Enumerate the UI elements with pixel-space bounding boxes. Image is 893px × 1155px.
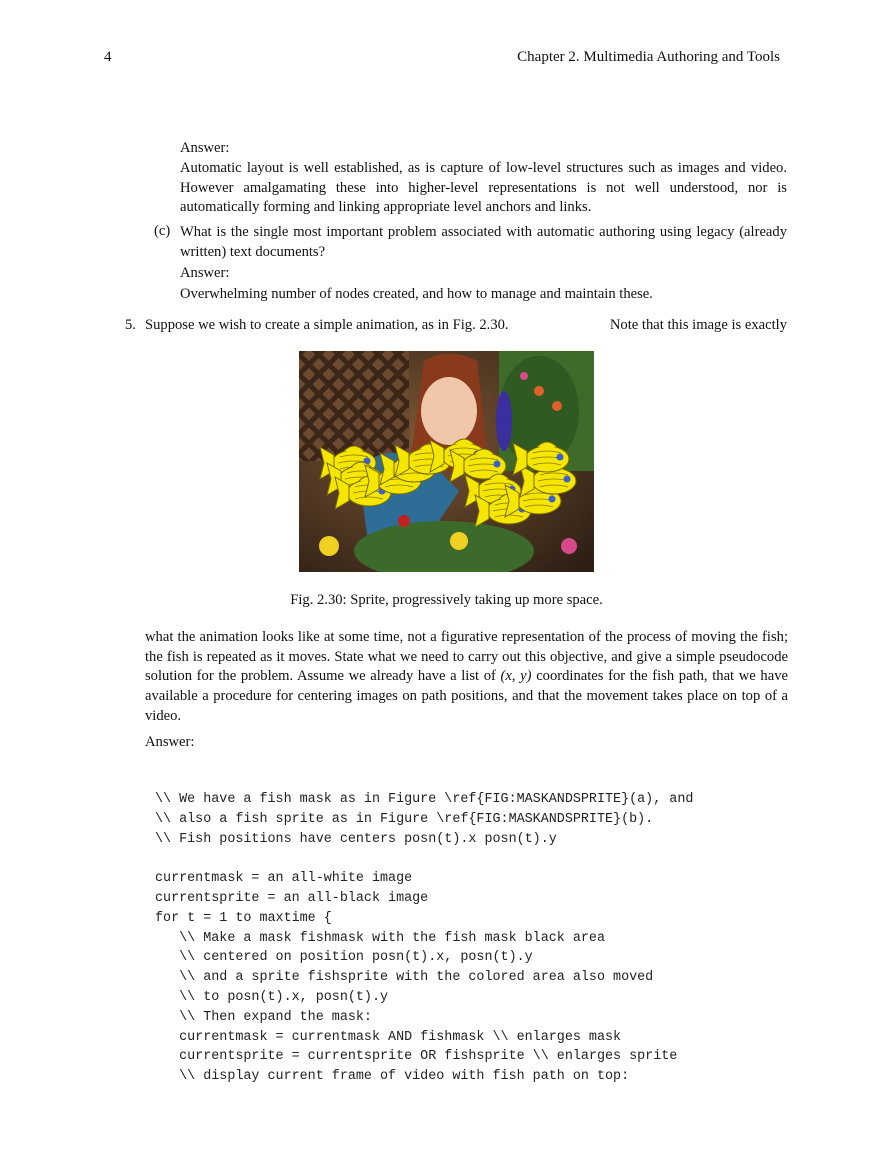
question-5-intro-part2: Note that this image is exactly — [609, 317, 787, 333]
code-line: currentsprite = an all-black image — [155, 890, 429, 906]
code-line: \\ We have a fish mask as in Figure \ref{FIG:MASKANDSPRITE}(a), and — [155, 792, 694, 807]
code-line: \\ display current frame of video with fish path on top: — [155, 1069, 630, 1085]
code-line: \\ also a fish sprite as in Figure \ref{FIG:MASKANDSPRITE}(b). — [155, 811, 654, 827]
question-c-label: (c) — [154, 223, 171, 239]
question-c-text: What is the single most important problem associated with automatic authoring using legacy (already written) text documents? — [180, 224, 787, 260]
page-number: 4 — [104, 49, 112, 65]
code-line — [155, 849, 693, 869]
question-5-body-text: what the animation looks like at some time, not a figurative representation of the process of moving the fish; the fish is repeated as it moves. State what we need to carry out this objective, and give a simple pseudocode solution for the problem. Assume we already have a list of — [145, 629, 788, 685]
running-title: Chapter 2. Multimedia Authoring and Tools — [517, 49, 780, 65]
question-5-intro-part1: Suppose we wish to create a simple animation, as in Fig. 2.30. — [145, 317, 509, 333]
code-line: currentmask = currentmask AND fishmask \\ enlarges mask — [155, 1029, 622, 1045]
code-line: \\ Make a mask fishmask with the fish mask black area — [155, 930, 605, 946]
code-line: \\ to posn(t).x, posn(t).y — [155, 989, 389, 1005]
answer-5-label: Answer: — [145, 734, 195, 750]
code-line: \\ Then expand the mask: — [155, 1009, 372, 1025]
code-line: currentsprite = currentsprite OR fishsprite \\ enlarges sprite — [155, 1049, 678, 1065]
answer-c-text: Overwhelming number of nodes created, and how to manage and maintain these. — [180, 286, 653, 302]
code-line: \\ centered on position posn(t).x, posn(t).y — [155, 950, 533, 966]
code-line: \\ and a sprite fishsprite with the colored area also moved — [155, 970, 654, 986]
answer-b-label: Answer: — [180, 140, 230, 156]
pseudocode-block — [155, 790, 693, 1087]
question-5-body — [145, 628, 788, 727]
question-5-intro — [145, 317, 787, 334]
code-line: \\ Fish positions have centers posn(t).x posn(t).y — [155, 831, 557, 847]
question-5-body-end: coordinates for the fish path, that we have available a procedure for centering images on path positions, and that the movement takes place on top of a video. — [145, 668, 788, 724]
math-xy: (x, y) — [500, 668, 532, 685]
figure-caption: Fig. 2.30: Sprite, progressively taking up more space. — [290, 592, 603, 608]
answer-b-text: Automatic layout is well established, as is capture of low-level structures such as images and video. However amalgamating these into higher-level representations is not well understood, nor is automatically forming and linking appropriate level anchors and links. — [180, 160, 787, 216]
figure-sprite-photo — [299, 351, 594, 572]
question-5-number: 5. — [125, 317, 136, 333]
code-line: for t = 1 to maxtime { — [155, 910, 332, 926]
answer-c-label: Answer: — [180, 265, 230, 281]
code-line: currentmask = an all-white image — [155, 871, 413, 887]
sprite-photo-image — [299, 351, 594, 572]
